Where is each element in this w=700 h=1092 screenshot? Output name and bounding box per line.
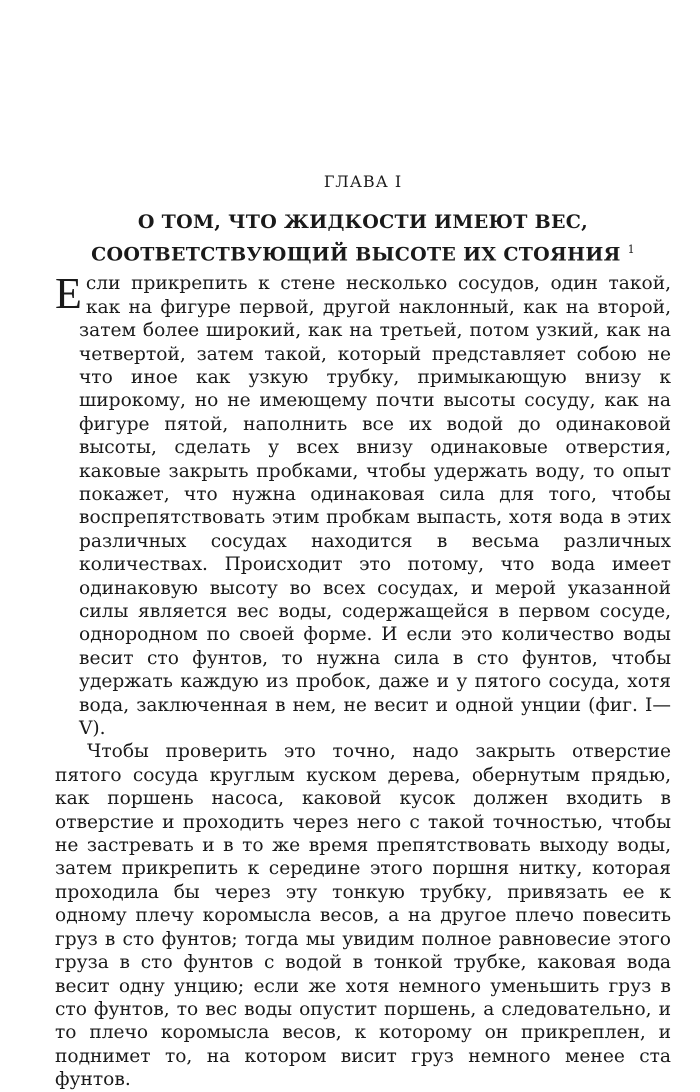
chapter-title-line2 <box>55 236 671 268</box>
paragraph-1 <box>55 269 671 740</box>
paragraph-1-text: сли прикрепить к стене несколько сосудов, один такой, как на фигуре первой, другой наклонный, как на второй, затем более широкий, как на третьей, потом узкий, как на четвертой, затем такой, который представляет собою не что иное как узкую трубку, примыкающую внизу к широкому, но не имеющему почти высоты сосуду, как на фигуре пятой, наполнить все их водой до одинаковой высоты, сделать у всех внизу одинаковые отверстия, каковые закрыть пробками, чтобы удержать воду, то опыт покажет, что нужна одинаковая сила для того, чтобы воспрепятствовать этим пробкам выпасть, хотя вода в этих различных сосудах находится в весьма различных количествах. Происходит это потому, что вода имеет одинаковую высоту во всех сосудах, и мерой указанной силы является вес воды, содержащейся в первом сосуде, однородном по своей форме. И если это количество воды весит сто фунтов, то нужна сила в сто фунтов, чтобы удержать каждую из пробок, даже и у пятого сосуда, хотя вода, заключенная в нем, не весит и одной унции (фиг. I—V). <box>79 273 671 740</box>
book-page <box>55 172 671 1092</box>
chapter-title <box>55 209 671 268</box>
drop-cap: Е <box>55 269 82 319</box>
chapter-title-line1: О ТОМ, ЧТО ЖИДКОСТИ ИМЕЮТ ВЕС, <box>137 211 589 233</box>
chapter-title-line2-text: СООТВЕТСТВУЮЩИЙ ВЫСОТЕ ИХ СТОЯНИЯ <box>91 243 621 266</box>
footnote-mark: 1 <box>627 243 635 256</box>
chapter-label: ГЛАВА I <box>323 172 403 191</box>
paragraph-2: Чтобы проверить это точно, надо закрыть отверстие пятого сосуда круглым куском дерева, обернутым прядью, как поршень насоса, каковой кусок должен входить в отверстие и проходить через него с такой точностью, чтобы не застревать и в то же время препятствовать выходу воды, затем прикрепить к середине этого поршня нитку, которая проходила бы через эту тонкую трубку, привязать ее к одному плечу коромысла весов, а на другое плечо повесить груз в сто фунтов; тогда мы увидим полное равновесие этого груза в сто фунтов с водой в тонкой трубке, каковая вода весит одну унцию; если же хотя немного уменьшить груз в сто фунтов, то вес воды опустит поршень, а следовательно, и то плечо коромысла весов, к которому он прикреплен, и поднимет то, на котором висит груз немного менее ста фунтов. <box>55 741 671 1091</box>
